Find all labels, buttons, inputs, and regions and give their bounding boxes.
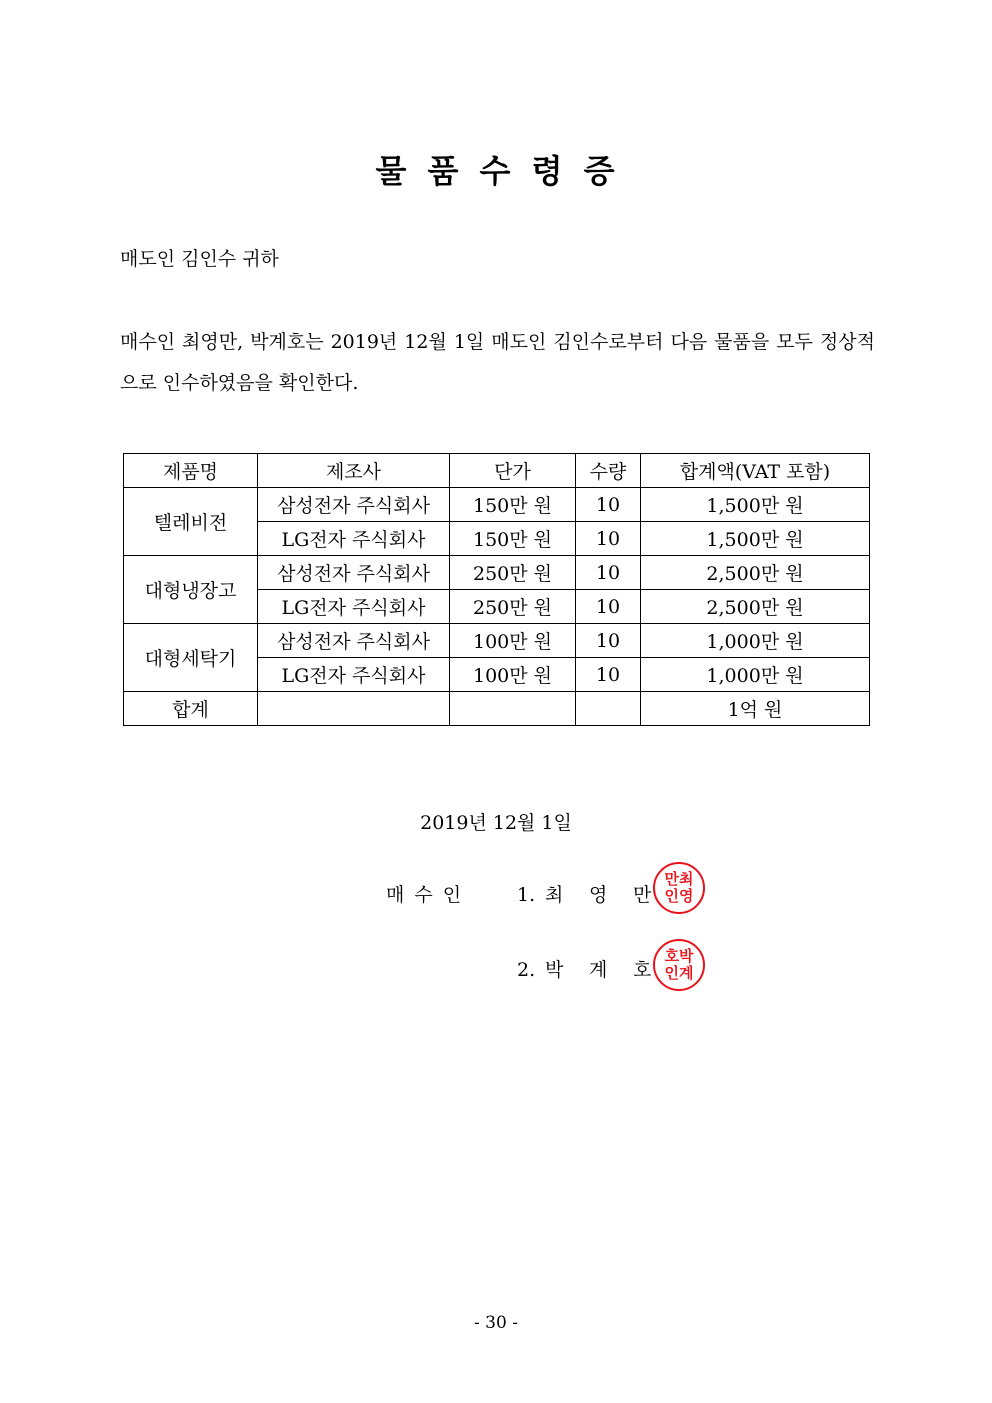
document-title: 물 품 수 령 증 bbox=[375, 152, 617, 190]
sum-label-cell: 합계 bbox=[124, 692, 258, 726]
buyer-entry-1 bbox=[517, 880, 651, 907]
quantity-cell: 10 bbox=[576, 488, 641, 522]
buyer-name-char: 최 bbox=[545, 884, 564, 906]
buyer-name-char: 영 bbox=[589, 884, 608, 906]
quantity-cell: 10 bbox=[576, 522, 641, 556]
product-name-cell: 대형냉장고 bbox=[124, 556, 258, 624]
total-cell: 1,000만 원 bbox=[641, 624, 870, 658]
quantity-cell: 10 bbox=[576, 624, 641, 658]
total-cell: 2,500만 원 bbox=[641, 556, 870, 590]
manufacturer-cell: 삼성전자 주식회사 bbox=[258, 488, 450, 522]
total-cell: 1,500만 원 bbox=[641, 488, 870, 522]
seal-stamp-icon bbox=[653, 939, 705, 991]
buyer-name-char: 호 bbox=[633, 959, 652, 981]
table-row bbox=[124, 488, 870, 522]
table-row bbox=[124, 556, 870, 590]
header-unit-price: 단가 bbox=[450, 454, 576, 488]
header-manufacturer: 제조사 bbox=[258, 454, 450, 488]
seal-line: 인영 bbox=[664, 887, 694, 905]
manufacturer-cell: LG전자 주식회사 bbox=[258, 658, 450, 692]
quantity-cell: 10 bbox=[576, 556, 641, 590]
empty-cell bbox=[576, 692, 641, 726]
unit-price-cell: 250만 원 bbox=[450, 556, 576, 590]
buyer-name-char: 박 bbox=[545, 959, 564, 981]
manufacturer-cell: LG전자 주식회사 bbox=[258, 522, 450, 556]
page-number: - 30 - bbox=[474, 1313, 518, 1333]
total-cell: 1,000만 원 bbox=[641, 658, 870, 692]
buyer-entry-2 bbox=[517, 955, 651, 982]
document-date: 2019년 12월 1일 bbox=[420, 812, 572, 834]
receipt-statement: 매수인 최영만, 박계호는 2019년 12월 1일 매도인 김인수로부터 다음 물품을 모두 정상적으로 인수하였음을 확인한다. bbox=[120, 331, 875, 394]
buyer-name-char: 계 bbox=[589, 959, 608, 981]
total-cell: 1,500만 원 bbox=[641, 522, 870, 556]
buyer-label: 매수인 bbox=[386, 884, 472, 906]
empty-cell bbox=[258, 692, 450, 726]
buyer-number: 1. bbox=[517, 884, 536, 906]
buyer-name-char: 만 bbox=[633, 884, 652, 906]
unit-price-cell: 250만 원 bbox=[450, 590, 576, 624]
table-sum-row bbox=[124, 692, 870, 726]
addressee-line: 매도인 김인수 귀하 bbox=[120, 248, 279, 270]
table-header-row bbox=[124, 454, 870, 488]
total-cell: 2,500만 원 bbox=[641, 590, 870, 624]
manufacturer-cell: 삼성전자 주식회사 bbox=[258, 624, 450, 658]
manufacturer-cell: 삼성전자 주식회사 bbox=[258, 556, 450, 590]
unit-price-cell: 150만 원 bbox=[450, 522, 576, 556]
unit-price-cell: 150만 원 bbox=[450, 488, 576, 522]
quantity-cell: 10 bbox=[576, 590, 641, 624]
quantity-cell: 10 bbox=[576, 658, 641, 692]
buyer-number: 2. bbox=[517, 959, 536, 981]
manufacturer-cell: LG전자 주식회사 bbox=[258, 590, 450, 624]
unit-price-cell: 100만 원 bbox=[450, 624, 576, 658]
header-total: 합계액(VAT 포함) bbox=[641, 454, 870, 488]
product-name-cell: 대형세탁기 bbox=[124, 624, 258, 692]
seal-line: 인계 bbox=[664, 964, 694, 982]
table-row bbox=[124, 624, 870, 658]
sum-total-cell: 1억 원 bbox=[641, 692, 870, 726]
seal-stamp-icon bbox=[653, 862, 705, 914]
header-quantity: 수량 bbox=[576, 454, 641, 488]
empty-cell bbox=[450, 692, 576, 726]
seal-line: 만최 bbox=[664, 870, 694, 888]
header-product-name: 제품명 bbox=[124, 454, 258, 488]
items-table bbox=[123, 453, 870, 726]
product-name-cell: 텔레비전 bbox=[124, 488, 258, 556]
seal-line: 호박 bbox=[664, 947, 694, 965]
unit-price-cell: 100만 원 bbox=[450, 658, 576, 692]
